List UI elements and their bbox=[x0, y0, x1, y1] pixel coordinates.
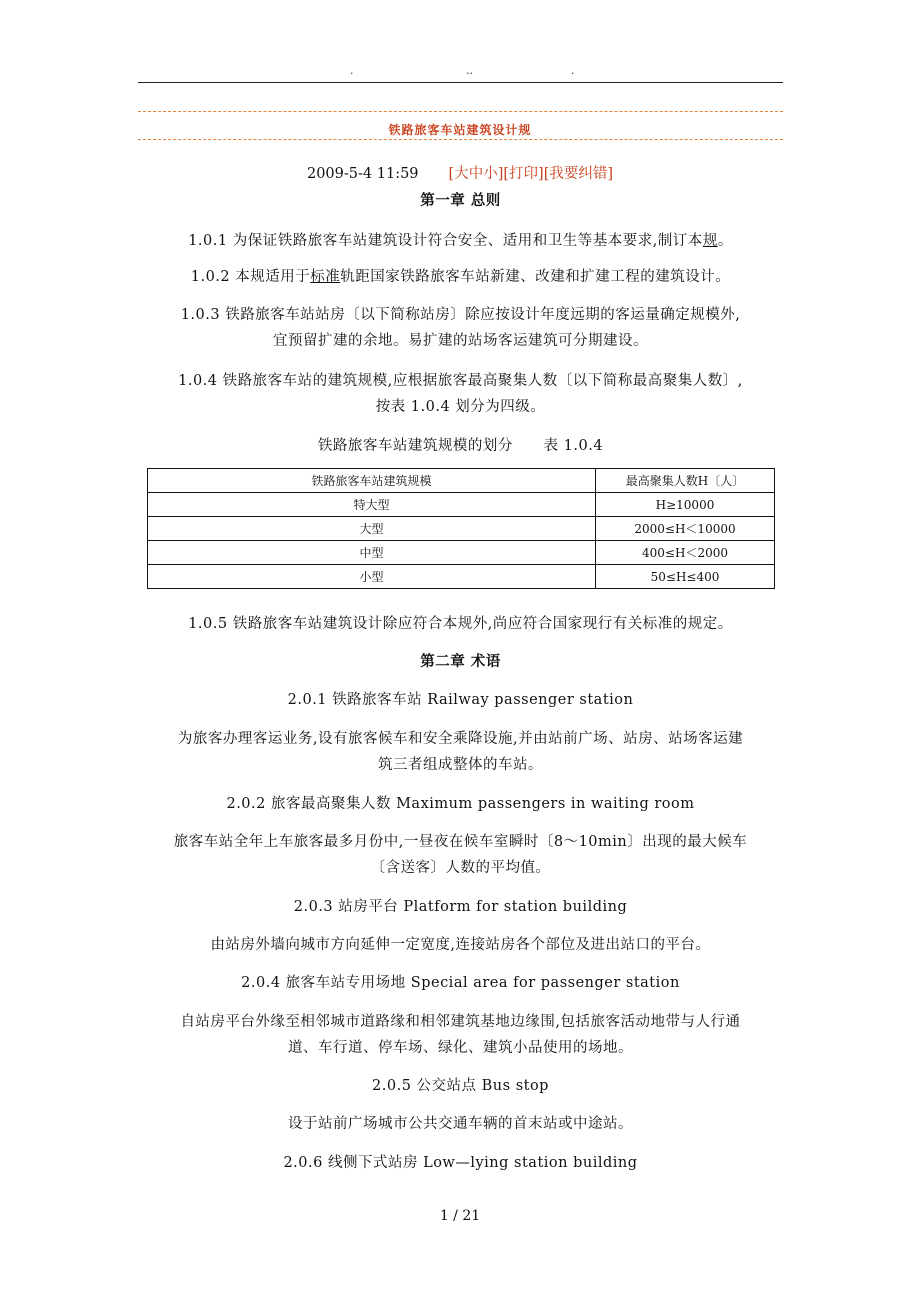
definition-2-0-3: 由站房外墙向城市方向延伸一定宽度,连接站房各个部位及进出站口的平台。 bbox=[210, 937, 711, 953]
title-dash-bottom bbox=[138, 139, 783, 140]
report-error-link[interactable]: [我要纠错] bbox=[543, 166, 614, 182]
publish-date: 2009-5-4 11:59 bbox=[306, 166, 419, 182]
table-cell-scale: 大型 bbox=[148, 517, 596, 541]
print-link[interactable]: [打印] bbox=[503, 166, 544, 182]
chapter2-heading: 第二章 术语 bbox=[420, 653, 501, 670]
definition-2-0-4-line2: 道、车行道、停车场、绿化、建筑小品使用的场地。 bbox=[288, 1040, 633, 1056]
definition-2-0-1-line1: 为旅客办理客运业务,设有旅客候车和安全乘降设施,并由站前广场、站房、站场客运建 bbox=[177, 731, 744, 747]
definition-2-0-5: 设于站前广场城市公共交通车辆的首末站或中途站。 bbox=[288, 1116, 633, 1132]
term-2-0-6: 2.0.6 线侧下式站房 Low—lying station building bbox=[283, 1155, 638, 1171]
term-2-0-2: 2.0.2 旅客最高聚集人数 Maximum passengers in waiting room bbox=[226, 796, 695, 812]
term-2-0-3: 2.0.3 站房平台 Platform for station building bbox=[293, 899, 628, 915]
clause-1-0-4-line1: 1.0.4 铁路旅客车站的建筑规模,应根据旅客最高聚集人数〔以下简称最高聚集人数〕, bbox=[178, 373, 743, 389]
chapter1-heading: 第一章 总则 bbox=[420, 192, 501, 209]
table-cell-count: 50≤H≤400 bbox=[596, 565, 775, 589]
table-cell-scale: 特大型 bbox=[148, 493, 596, 517]
clause-underlined: 规 bbox=[702, 233, 718, 249]
definition-2-0-2-line2: 〔含送客〕人数的平均值。 bbox=[370, 860, 551, 876]
clause-1-0-2 bbox=[138, 267, 783, 287]
clause-text: 。 bbox=[717, 233, 733, 249]
clause-1-0-3-line2: 宜预留扩建的余地。易扩建的站场客运建筑可分期建设。 bbox=[273, 333, 648, 349]
clause-text: 轨距国家铁路旅客车站新建、改建和扩建工程的建筑设计。 bbox=[340, 269, 731, 285]
meta-bar bbox=[0, 162, 920, 183]
clause-text: 1.0.1 为保证铁路旅客车站建筑设计符合安全、适用和卫生等基本要求,制订本 bbox=[188, 233, 703, 249]
header-dot: . bbox=[350, 64, 354, 77]
document-title: 铁路旅客车站建筑设计规 bbox=[388, 123, 532, 137]
table-row bbox=[148, 541, 775, 565]
clause-underlined: 标准 bbox=[310, 269, 341, 285]
definition-2-0-1-line2: 筑三者组成整体的车站。 bbox=[378, 757, 543, 773]
header-dot: .. bbox=[466, 64, 473, 77]
clause-1-0-4-line2: 按表 1.0.4 划分为四级。 bbox=[375, 399, 546, 415]
station-scale-table bbox=[147, 468, 775, 589]
term-2-0-5: 2.0.5 公交站点 Bus stop bbox=[372, 1078, 549, 1094]
table-cell-scale: 中型 bbox=[148, 541, 596, 565]
header-dot: . bbox=[571, 64, 575, 77]
table-caption: 铁路旅客车站建筑规模的划分 表 1.0.4 bbox=[317, 438, 604, 454]
clause-1-0-1 bbox=[138, 231, 783, 251]
table-header-row bbox=[148, 469, 775, 493]
table-header-cell: 铁路旅客车站建筑规模 bbox=[148, 469, 596, 493]
font-size-link[interactable]: [大中小] bbox=[448, 166, 504, 182]
table-row bbox=[148, 565, 775, 589]
table-header-cell: 最高聚集人数H〔人〕 bbox=[596, 469, 775, 493]
table-cell-scale: 小型 bbox=[148, 565, 596, 589]
clause-1-0-5: 1.0.5 铁路旅客车站建筑设计除应符合本规外,尚应符合国家现行有关标准的规定。 bbox=[188, 616, 733, 632]
definition-2-0-4-line1: 自站房平台外缘至相邻城市道路缘和相邻建筑基地边缘围,包括旅客活动地带与人行通 bbox=[180, 1014, 741, 1030]
table-cell-count: H≥10000 bbox=[596, 493, 775, 517]
title-dash-top bbox=[138, 111, 783, 112]
table-row bbox=[148, 517, 775, 541]
term-2-0-1: 2.0.1 铁路旅客车站 Railway passenger station bbox=[287, 692, 634, 708]
definition-2-0-2-line1: 旅客车站全年上车旅客最多月份中,一昼夜在候车室瞬时〔8～10min〕出现的最大候车 bbox=[173, 834, 748, 850]
table-cell-count: 2000≤H＜10000 bbox=[596, 517, 775, 541]
term-2-0-4: 2.0.4 旅客车站专用场地 Special area for passenger station bbox=[241, 975, 680, 991]
clause-text: 1.0.2 本规适用于 bbox=[190, 269, 311, 285]
page-number: 1 / 21 bbox=[439, 1208, 481, 1224]
table-cell-count: 400≤H＜2000 bbox=[596, 541, 775, 565]
clause-1-0-3-line1: 1.0.3 铁路旅客车站站房〔以下简称站房〕除应按设计年度远期的客运量确定规模外, bbox=[180, 307, 741, 323]
header-marks bbox=[138, 64, 783, 78]
header-rule bbox=[138, 82, 783, 83]
table-row bbox=[148, 493, 775, 517]
